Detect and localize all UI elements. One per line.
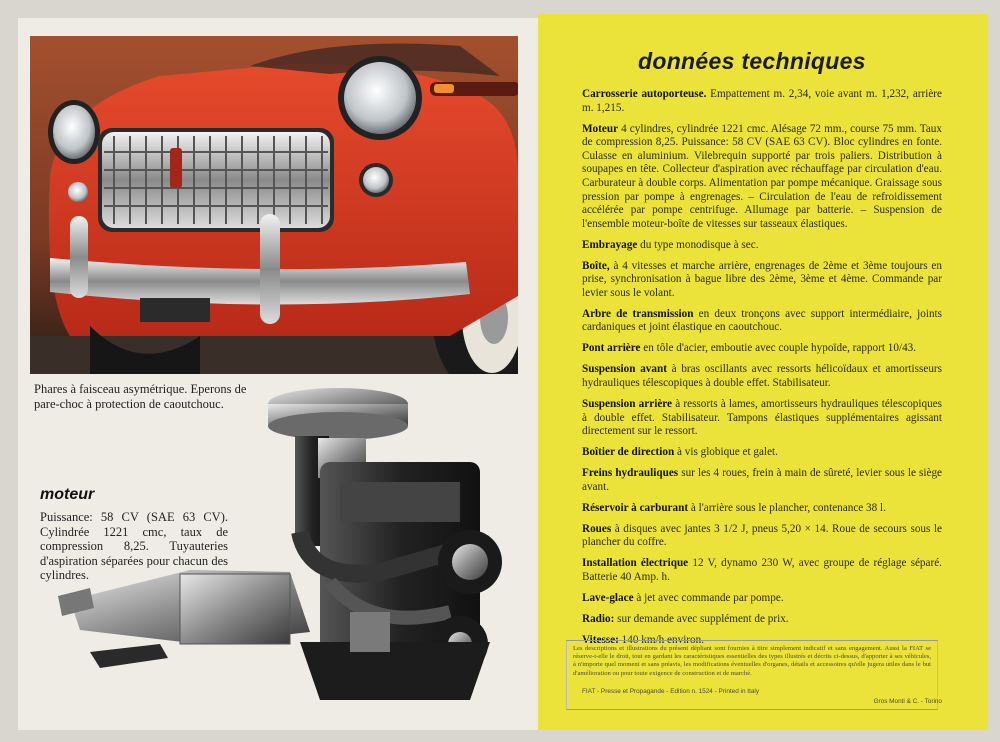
- spec-heading: Lave-glace: [582, 591, 634, 604]
- spec-heading: Suspension arrière: [582, 398, 673, 411]
- spec-text: sur les 4 roues, frein à main de sûreté, levier sous le siège avant.: [582, 467, 942, 493]
- spec-heading: Roues: [582, 522, 612, 535]
- spec-item-engine: [582, 123, 942, 232]
- spec-text: 140 km/h environ.: [618, 633, 705, 646]
- spec-item-electrical: [582, 557, 942, 584]
- car-front-illustration: [30, 36, 518, 374]
- spec-heading: Carrosserie autoporteuse.: [582, 88, 707, 100]
- spec-item-radio: [582, 613, 942, 627]
- spec-item-wheels: [582, 523, 942, 550]
- spec-text: à disques avec jantes 3 1/2 J, pneus 5,20 × 14. Roue de secours sous le plancher du coffre.: [582, 522, 942, 549]
- spec-text: 12 V, dynamo 230 W, avec groupe de réglage séparé. Batterie 40 Amp. h.: [582, 557, 942, 583]
- spec-heading: Réservoir à carburant: [582, 501, 689, 514]
- spec-text: à l'arrière sous le plancher, contenance 38 l.: [688, 501, 886, 514]
- disclaimer-box: Les descriptions et illustrations du présent dépliant sont fournies à titre simplement indicatif et sans engagement. Aussi la FIAT se réserve-t-elle le droit, tout en gardant les caractéristiques essentielles des types illustrés et décrits ci-dessus, d'apporter à ses véhicules, à n'importe quel moment et sans préavis, les modifications éventuelles d'organes, détails et accessoires qu'elle jugera utiles dans le but d'amélioration ou pour toute exigence de construction et de marché.: [566, 640, 938, 710]
- spec-item-washer: [582, 592, 942, 606]
- spec-heading: Installation électrique: [582, 557, 689, 570]
- spec-heading: Suspension avant: [582, 363, 667, 376]
- spec-item-front-suspension: [582, 363, 942, 390]
- spec-text: à vis globique et galet.: [674, 446, 778, 459]
- spec-item-rear-axle: [582, 342, 942, 356]
- spec-heading: Vitesse:: [582, 633, 619, 646]
- spec-item-brakes: [582, 467, 942, 494]
- spec-text: à ressorts à lames, amortisseurs hydrauliques télescopiques à double effet. Stabilisateur. Tampons élastiques supplémentaires agissant directement sur le ressort.: [582, 398, 942, 438]
- spec-item-clutch: [582, 239, 942, 253]
- spec-list: [582, 88, 942, 655]
- car-front-photo: [30, 36, 518, 374]
- imprint-line: FIAT - Presse et Propagande - Edition n. 1524 - Printed in Italy: [582, 688, 760, 695]
- spec-item-fuel-tank: [582, 502, 942, 516]
- spec-text: Empattement m. 2,34, voie avant m. 1,232, arrière m. 1,215.: [582, 88, 942, 114]
- spec-text: à jet avec commande par pompe.: [633, 591, 784, 604]
- spec-heading: Boîtier de direction: [582, 446, 675, 459]
- spec-text: à 4 vitesses et marche arrière, engrenages de 2ème et 3ème toujours en prise, synchronisation à bague libre des 2ème, 3ème et 4ème. Commande par levier sous le volant.: [582, 259, 942, 299]
- printer-credit: Gros Monti & C. - Torino: [873, 698, 942, 705]
- spec-heading: Boîte,: [582, 259, 610, 272]
- spec-item-gearbox: [582, 260, 942, 301]
- moteur-description: Puissance: 58 CV (SAE 63 CV). Cylindrée 1221 cmc, taux de compression 8,25. Tuyauteries d'aspiration séparées pour chacun des cylindres.: [40, 510, 228, 582]
- moteur-heading: moteur: [40, 486, 95, 503]
- spec-item-driveshaft: [582, 308, 942, 335]
- spec-heading: Radio:: [582, 612, 615, 625]
- spec-item-bodywork: [582, 88, 942, 115]
- spec-text: 4 cylindres, cylindrée 1221 cmc. Alésage 72 mm., course 75 mm. Taux de compression 8,25. Puissance: 58 CV (SAE 63 CV). Bloc cylindres en fonte. Culasse en aluminium. Vilebrequin supporté par trois paliers. Distribution à soupapes en tête. Collecteur d'aspiration avec réchauffage par circulation d'eau. Carburateur à double corps. Alimentation par pompe mécanique. Graissage sous pression par pompe à engrenages. – Circulation de l'eau de refroidissement accélérée par pompe centrifuge. Allumage par batterie. – Suspension de l'ensemble moteur-boîte de vitesses sur tasseaux élastiques.: [582, 122, 942, 230]
- spec-text: en tôle d'acier, emboutie avec couple hypoïde, rapport 10/43.: [640, 342, 917, 355]
- technical-data-title: données techniques: [638, 48, 866, 74]
- headlight-caption: Phares à faisceau asymétrique. Eperons de pare-choc à protection de caoutchouc.: [34, 382, 247, 411]
- spec-item-rear-suspension: [582, 398, 942, 439]
- spec-text: du type monodisque à sec.: [637, 238, 759, 251]
- spec-heading: Moteur: [582, 122, 619, 135]
- spec-heading: Embrayage: [582, 238, 638, 251]
- spec-item-steering: [582, 446, 942, 460]
- spec-text: sur demande avec supplément de prix.: [614, 612, 789, 625]
- spec-heading: Pont arrière: [582, 342, 641, 355]
- spec-heading: Freins hydrauliques: [582, 467, 679, 480]
- spec-text: en deux tronçons avec support intermédiaire, joints cardaniques et joint élastique en caoutchouc.: [582, 307, 942, 334]
- spec-text: à bras oscillants avec ressorts hélicoïdaux et amortisseurs hydrauliques télescopiques à double effet. Stabilisateur.: [582, 363, 942, 390]
- spec-heading: Arbre de transmission: [582, 307, 694, 320]
